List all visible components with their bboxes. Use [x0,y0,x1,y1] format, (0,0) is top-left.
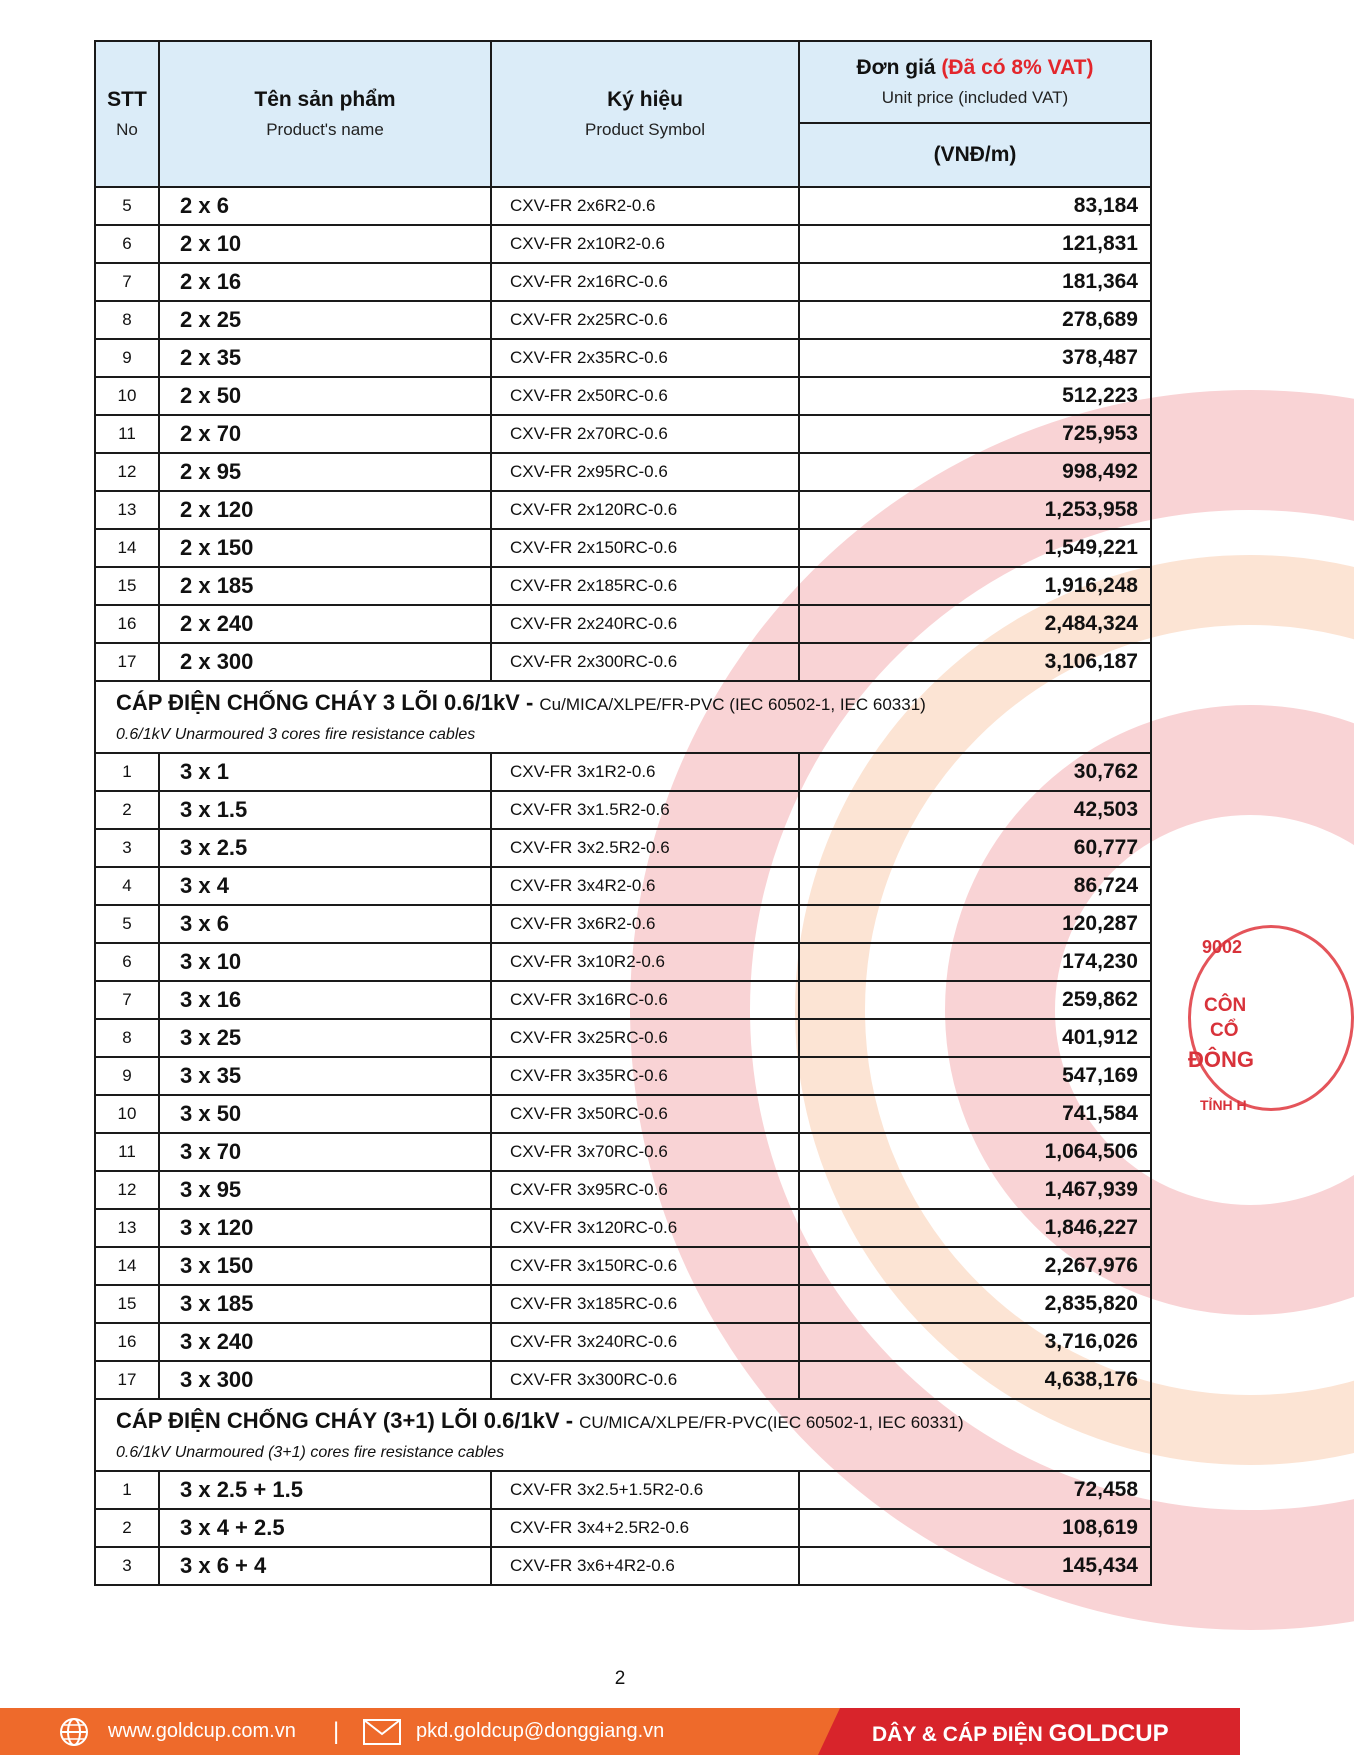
row-product-name: 2 x 10 [159,225,491,263]
row-stt: 2 [95,1509,159,1547]
row-product-name: 2 x 70 [159,415,491,453]
vat-note: (Đã có 8% VAT) [941,56,1094,79]
row-stt: 13 [95,491,159,529]
row-stt: 4 [95,867,159,905]
row-stt: 11 [95,415,159,453]
row-stt: 16 [95,605,159,643]
row-product-symbol: CXV-FR 2x150RC-0.6 [491,529,799,567]
header-product-symbol: Ký hiệu Product Symbol [491,41,799,187]
section-standard: CU/MICA/XLPE/FR-PVC(IEC 60502-1, IEC 60331) [579,1413,964,1432]
row-unit-price: 1,064,506 [799,1133,1151,1171]
row-unit-price: 741,584 [799,1095,1151,1133]
table-row [95,1209,1151,1247]
row-product-name: 3 x 70 [159,1133,491,1171]
row-product-name: 3 x 25 [159,1019,491,1057]
header-unit: (VNĐ/m) [799,123,1151,187]
row-product-name: 2 x 300 [159,643,491,681]
row-product-name: 2 x 95 [159,453,491,491]
row-product-symbol: CXV-FR 2x16RC-0.6 [491,263,799,301]
row-product-name: 3 x 6 + 4 [159,1547,491,1585]
row-stt: 3 [95,829,159,867]
row-product-symbol: CXV-FR 2x185RC-0.6 [491,567,799,605]
section-subtitle: 0.6/1kV Unarmoured 3 cores fire resistance cables [116,726,476,743]
section-cell [95,681,1151,753]
row-stt: 6 [95,943,159,981]
row-product-symbol: CXV-FR 3x6+4R2-0.6 [491,1547,799,1585]
company-seal: 9002 CÔN CỔ ĐÔNG TỈNH H [1180,925,1300,1125]
footer-bar [0,1708,1240,1755]
row-unit-price: 60,777 [799,829,1151,867]
table-row [95,187,1151,225]
row-unit-price: 998,492 [799,453,1151,491]
price-table-container [94,40,1150,1586]
section-subtitle: 0.6/1kV Unarmoured (3+1) cores fire resistance cables [116,1444,505,1461]
globe-icon [58,1716,90,1748]
row-product-symbol: CXV-FR 2x10R2-0.6 [491,225,799,263]
row-unit-price: 1,549,221 [799,529,1151,567]
table-row [95,1133,1151,1171]
row-stt: 9 [95,1057,159,1095]
row-product-name: 3 x 150 [159,1247,491,1285]
table-row [95,1057,1151,1095]
table-row [95,1323,1151,1361]
row-product-name: 2 x 150 [159,529,491,567]
row-stt: 5 [95,187,159,225]
table-row [95,643,1151,681]
row-stt: 10 [95,1095,159,1133]
row-product-symbol: CXV-FR 2x95RC-0.6 [491,453,799,491]
row-product-symbol: CXV-FR 3x35RC-0.6 [491,1057,799,1095]
row-stt: 12 [95,453,159,491]
row-product-name: 3 x 4 + 2.5 [159,1509,491,1547]
row-stt: 16 [95,1323,159,1361]
row-product-symbol: CXV-FR 3x2.5R2-0.6 [491,829,799,867]
email-link[interactable]: pkd.goldcup@donggiang.vn [416,1720,665,1742]
row-product-name: 3 x 185 [159,1285,491,1323]
row-product-symbol: CXV-FR 3x1R2-0.6 [491,753,799,791]
row-product-name: 3 x 10 [159,943,491,981]
row-unit-price: 1,467,939 [799,1171,1151,1209]
row-stt: 14 [95,529,159,567]
row-product-symbol: CXV-FR 2x50RC-0.6 [491,377,799,415]
row-product-name: 3 x 1 [159,753,491,791]
table-row [95,1509,1151,1547]
row-stt: 8 [95,1019,159,1057]
row-unit-price: 121,831 [799,225,1151,263]
row-product-symbol: CXV-FR 2x120RC-0.6 [491,491,799,529]
row-stt: 6 [95,225,159,263]
table-row [95,791,1151,829]
row-product-name: 3 x 120 [159,1209,491,1247]
row-unit-price: 1,253,958 [799,491,1151,529]
row-product-symbol: CXV-FR 3x10R2-0.6 [491,943,799,981]
row-product-name: 3 x 6 [159,905,491,943]
page-number: 2 [614,1668,626,1689]
row-unit-price: 1,916,248 [799,567,1151,605]
table-row [95,339,1151,377]
row-stt: 15 [95,567,159,605]
row-unit-price: 3,716,026 [799,1323,1151,1361]
row-unit-price: 278,689 [799,301,1151,339]
row-product-symbol: CXV-FR 3x95RC-0.6 [491,1171,799,1209]
row-product-name: 2 x 25 [159,301,491,339]
row-stt: 9 [95,339,159,377]
table-row [95,1547,1151,1585]
header-unit-price: Đơn giá (Đã có 8% VAT) Unit price (included VAT) [799,41,1151,123]
mail-icon [362,1718,402,1746]
table-row [95,1171,1151,1209]
row-stt: 12 [95,1171,159,1209]
row-unit-price: 174,230 [799,943,1151,981]
table-row [95,529,1151,567]
row-product-name: 3 x 2.5 [159,829,491,867]
row-product-symbol: CXV-FR 3x2.5+1.5R2-0.6 [491,1471,799,1509]
row-unit-price: 72,458 [799,1471,1151,1509]
section-header-3core [95,681,1151,753]
row-unit-price: 4,638,176 [799,1361,1151,1399]
row-product-symbol: CXV-FR 3x16RC-0.6 [491,981,799,1019]
row-unit-price: 401,912 [799,1019,1151,1057]
row-stt: 17 [95,643,159,681]
row-stt: 15 [95,1285,159,1323]
row-product-name: 3 x 300 [159,1361,491,1399]
row-product-symbol: CXV-FR 2x70RC-0.6 [491,415,799,453]
row-unit-price: 1,846,227 [799,1209,1151,1247]
row-unit-price: 145,434 [799,1547,1151,1585]
row-unit-price: 108,619 [799,1509,1151,1547]
row-product-symbol: CXV-FR 3x6R2-0.6 [491,905,799,943]
row-unit-price: 83,184 [799,187,1151,225]
brand-name: GOLDCUP [1048,1720,1169,1747]
footer-separator: | [333,1718,340,1745]
row-product-name: 3 x 1.5 [159,791,491,829]
table-row [95,1285,1151,1323]
table-row [95,225,1151,263]
row-product-symbol: CXV-FR 3x4+2.5R2-0.6 [491,1509,799,1547]
row-stt: 8 [95,301,159,339]
table-row [95,981,1151,1019]
row-product-name: 3 x 16 [159,981,491,1019]
row-product-symbol: CXV-FR 3x120RC-0.6 [491,1209,799,1247]
row-product-symbol: CXV-FR 2x300RC-0.6 [491,643,799,681]
row-unit-price: 547,169 [799,1057,1151,1095]
table-row [95,415,1151,453]
row-product-symbol: CXV-FR 3x150RC-0.6 [491,1247,799,1285]
table-row [95,301,1151,339]
table-row [95,491,1151,529]
row-product-name: 2 x 35 [159,339,491,377]
row-product-name: 3 x 240 [159,1323,491,1361]
section-title: CÁP ĐIỆN CHỐNG CHÁY (3+1) LÕI 0.6/1kV - [116,1408,580,1433]
row-unit-price: 2,484,324 [799,605,1151,643]
table-row [95,943,1151,981]
row-product-symbol: CXV-FR 3x50RC-0.6 [491,1095,799,1133]
row-unit-price: 725,953 [799,415,1151,453]
section-header-3plus1 [95,1399,1151,1471]
row-product-name: 3 x 50 [159,1095,491,1133]
table-row [95,1095,1151,1133]
table-header [95,41,1151,187]
row-stt: 14 [95,1247,159,1285]
row-product-name: 3 x 2.5 + 1.5 [159,1471,491,1509]
row-stt: 7 [95,263,159,301]
row-stt: 7 [95,981,159,1019]
row-product-symbol: CXV-FR 3x185RC-0.6 [491,1285,799,1323]
row-product-symbol: CXV-FR 2x240RC-0.6 [491,605,799,643]
row-product-name: 2 x 185 [159,567,491,605]
row-product-symbol: CXV-FR 2x25RC-0.6 [491,301,799,339]
row-product-name: 3 x 35 [159,1057,491,1095]
row-product-symbol: CXV-FR 3x240RC-0.6 [491,1323,799,1361]
section-cell [95,1399,1151,1471]
header-product-name: Tên sản phẩm Product's name [159,41,491,187]
row-unit-price: 181,364 [799,263,1151,301]
row-product-symbol: CXV-FR 3x300RC-0.6 [491,1361,799,1399]
row-unit-price: 512,223 [799,377,1151,415]
row-stt: 1 [95,1471,159,1509]
row-unit-price: 2,835,820 [799,1285,1151,1323]
row-product-name: 2 x 50 [159,377,491,415]
table-body [95,187,1151,1585]
row-unit-price: 2,267,976 [799,1247,1151,1285]
table-row [95,753,1151,791]
row-product-symbol: CXV-FR 3x1.5R2-0.6 [491,791,799,829]
table-row [95,1361,1151,1399]
row-stt: 2 [95,791,159,829]
row-unit-price: 120,287 [799,905,1151,943]
price-table [94,40,1152,1586]
table-row [95,829,1151,867]
row-unit-price: 42,503 [799,791,1151,829]
row-stt: 5 [95,905,159,943]
row-stt: 3 [95,1547,159,1585]
row-product-symbol: CXV-FR 3x4R2-0.6 [491,867,799,905]
table-row [95,867,1151,905]
row-product-symbol: CXV-FR 2x6R2-0.6 [491,187,799,225]
row-unit-price: 3,106,187 [799,643,1151,681]
row-product-symbol: CXV-FR 3x25RC-0.6 [491,1019,799,1057]
row-stt: 13 [95,1209,159,1247]
row-product-name: 2 x 16 [159,263,491,301]
row-product-name: 2 x 120 [159,491,491,529]
table-row [95,1019,1151,1057]
row-product-name: 2 x 240 [159,605,491,643]
row-unit-price: 86,724 [799,867,1151,905]
section-standard: Cu/MICA/XLPE/FR-PVC (IEC 60502-1, IEC 60331) [539,695,926,714]
row-product-name: 3 x 95 [159,1171,491,1209]
table-row [95,605,1151,643]
table-row [95,1247,1151,1285]
section-title: CÁP ĐIỆN CHỐNG CHÁY 3 LÕI 0.6/1kV - [116,690,540,715]
row-product-symbol: CXV-FR 2x35RC-0.6 [491,339,799,377]
header-stt: STT No [95,41,159,187]
table-row [95,377,1151,415]
row-stt: 10 [95,377,159,415]
website-link[interactable]: www.goldcup.com.vn [108,1720,296,1742]
row-unit-price: 259,862 [799,981,1151,1019]
table-row [95,1471,1151,1509]
table-row [95,263,1151,301]
row-product-name: 3 x 4 [159,867,491,905]
table-row [95,567,1151,605]
row-unit-price: 30,762 [799,753,1151,791]
row-stt: 17 [95,1361,159,1399]
row-product-name: 2 x 6 [159,187,491,225]
table-row [95,453,1151,491]
row-stt: 11 [95,1133,159,1171]
row-unit-price: 378,487 [799,339,1151,377]
brand-tagline: DÂY & CÁP ĐIỆN GOLDCUP [872,1720,1169,1747]
row-product-symbol: CXV-FR 3x70RC-0.6 [491,1133,799,1171]
row-stt: 1 [95,753,159,791]
table-row [95,905,1151,943]
